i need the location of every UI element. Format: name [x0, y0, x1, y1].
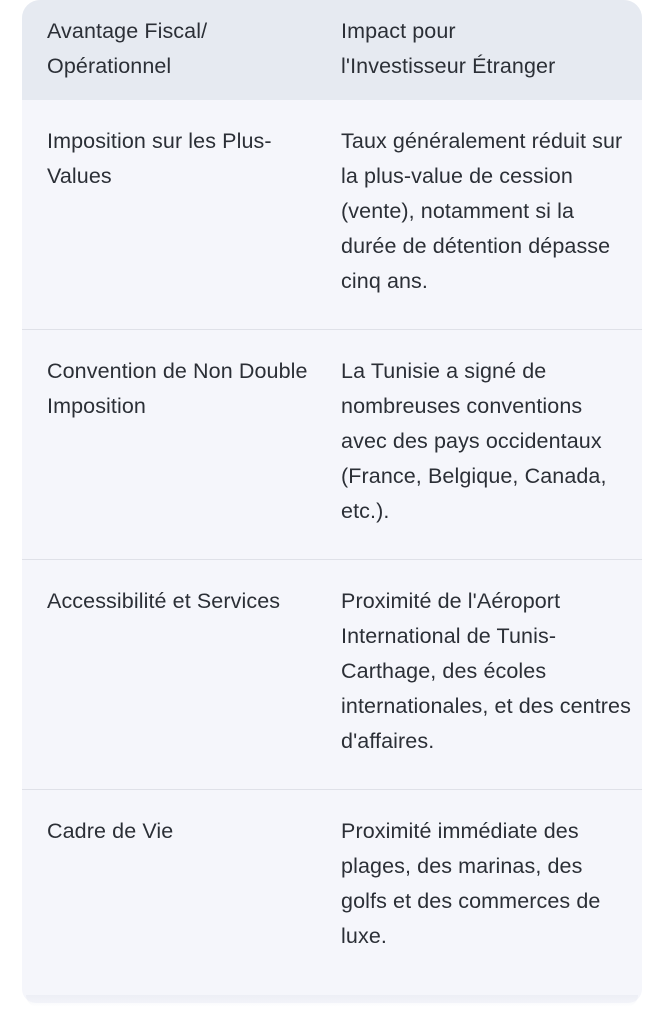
- table-row: [22, 100, 642, 330]
- table-body: [22, 100, 642, 990]
- table-header: [22, 0, 642, 100]
- table-card: [22, 0, 642, 1003]
- column-header-avantage: Avantage Fiscal/ Opérationnel: [47, 19, 208, 78]
- column-header-impact: Impact pour l'Investisseur Étranger: [341, 19, 556, 78]
- advantages-table: [22, 0, 642, 990]
- table-row: [22, 790, 642, 991]
- cell-impact: Proximité immédiate des plages, des marinas, des golfs et des commerces de luxe.: [327, 790, 642, 991]
- cell-impact: La Tunisie a signé de nombreuses conventions avec des pays occidentaux (France, Belgique, Canada, etc.).: [327, 330, 642, 560]
- cell-avantage: Accessibilité et Services: [22, 560, 327, 790]
- cell-impact: Taux généralement réduit sur la plus-value de cession (vente), notamment si la durée de détention dépasse cinq ans.: [341, 129, 623, 293]
- cell-impact: Proximité de l'Aéroport International de Tunis-Carthage, des écoles internationales, et des centres d'affaires.: [327, 560, 642, 790]
- cell-avantage: Convention de Non Double Imposition: [22, 330, 327, 560]
- table-row: [22, 330, 642, 560]
- cell-avantage: Imposition sur les Plus-Values: [47, 129, 272, 188]
- table-row: [22, 560, 642, 790]
- cell-avantage: Cadre de Vie: [22, 790, 327, 991]
- table-header-row: [22, 0, 642, 100]
